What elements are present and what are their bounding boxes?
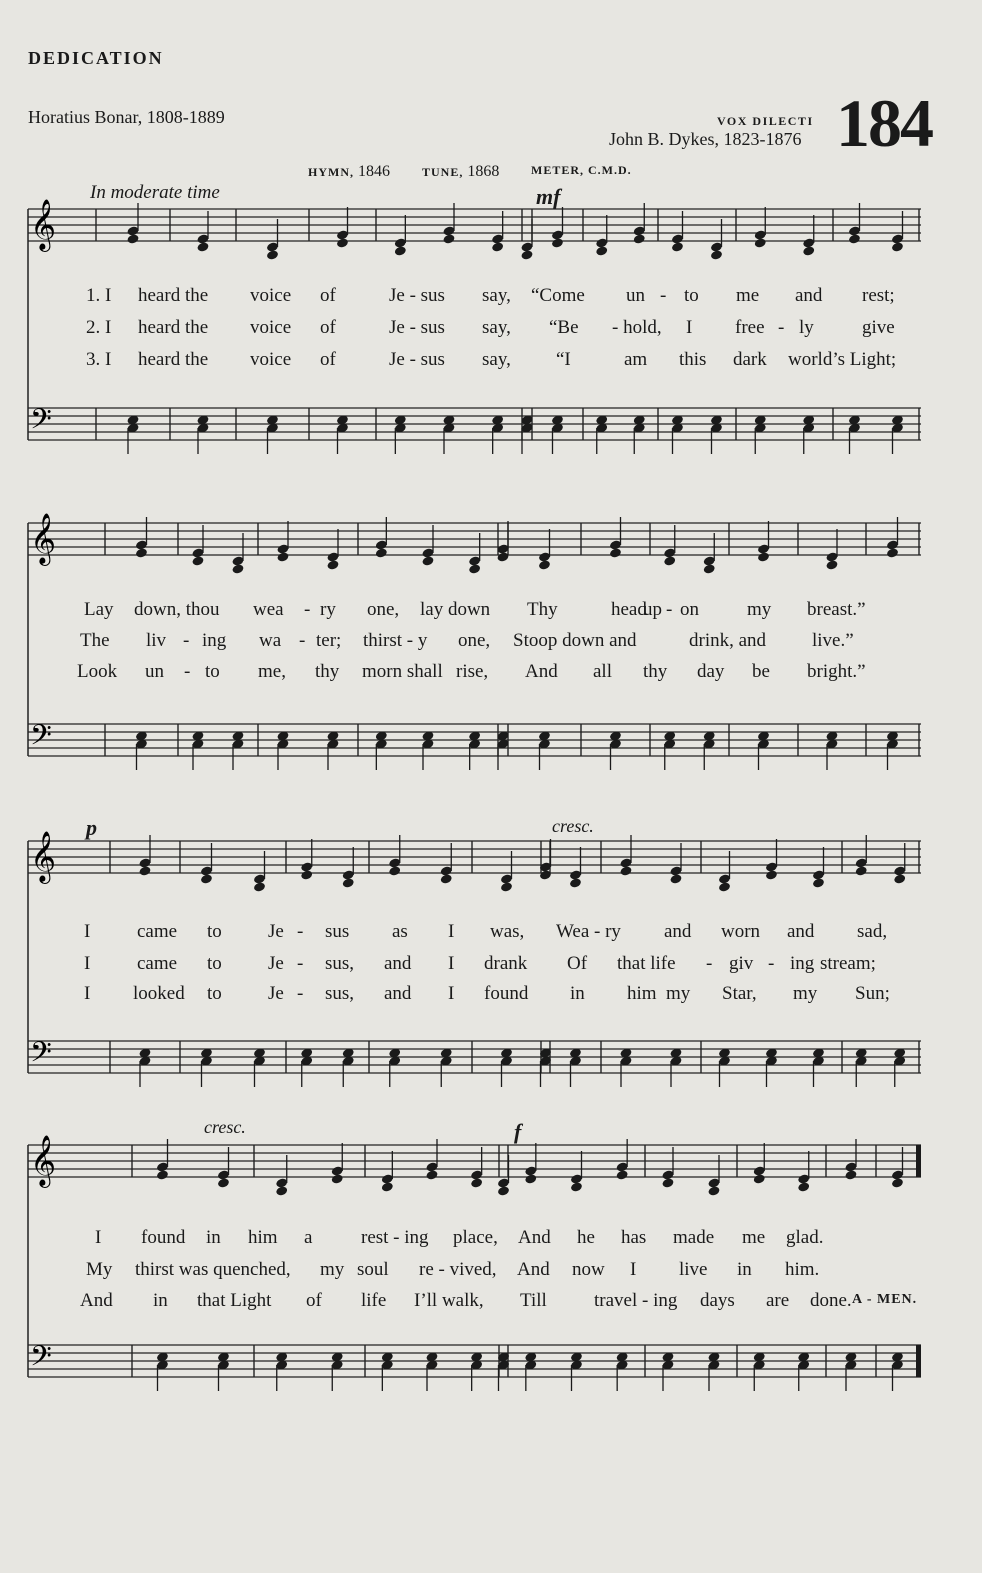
- notehead: [754, 237, 767, 248]
- lyric-syllable: him.: [785, 1259, 820, 1280]
- lyric-syllable: say,: [482, 317, 511, 338]
- lyric-syllable: world’s Light;: [788, 349, 897, 370]
- bass-clef-icon: 𝄢: [30, 403, 52, 443]
- lyric-syllable: in: [206, 1227, 221, 1248]
- lyric-syllable: a: [304, 1227, 313, 1248]
- bass-clef-icon: 𝄢: [30, 1340, 52, 1380]
- notehead: [388, 865, 401, 876]
- lyric-syllable: to: [684, 285, 699, 306]
- notehead: [375, 547, 388, 558]
- notehead: [326, 559, 339, 570]
- lyric-syllable: of: [320, 317, 336, 338]
- notehead: [609, 547, 622, 558]
- lyric-syllable: rest - ing: [361, 1227, 429, 1248]
- lyric-syllable: glad.: [786, 1227, 824, 1248]
- lyric-syllable: him: [627, 983, 657, 1004]
- lyric-syllable: was,: [490, 921, 525, 942]
- lyric-syllable: I’ll walk,: [414, 1290, 484, 1311]
- notehead: [342, 877, 355, 888]
- lyric-syllable: I: [95, 1227, 102, 1248]
- treble-clef-icon: 𝄞: [30, 1135, 57, 1186]
- lyric-syllable: my: [793, 983, 818, 1004]
- notehead: [276, 551, 289, 562]
- notehead: [891, 1177, 904, 1188]
- notehead: [619, 865, 632, 876]
- lyric-syllable: - hold,: [612, 317, 662, 338]
- lyric-syllable: heard the: [138, 285, 209, 306]
- lyric-syllable: voice: [250, 317, 292, 338]
- lyric-syllable: my: [320, 1259, 345, 1280]
- notehead: [663, 555, 676, 566]
- tune-name: VOX DILECTI: [717, 114, 814, 128]
- notehead: [569, 877, 582, 888]
- notehead: [217, 1177, 230, 1188]
- lyric-syllable: rise,: [456, 661, 489, 682]
- lyric-syllable: on: [680, 599, 699, 620]
- lyric-syllable: now: [572, 1259, 605, 1280]
- lyric-syllable: I: [630, 1259, 637, 1280]
- notehead: [710, 249, 723, 260]
- notehead: [538, 559, 551, 570]
- lyric-syllable: live: [679, 1259, 708, 1280]
- lyric-syllable: I: [84, 953, 91, 974]
- lyric-syllable: 2. I: [86, 317, 112, 338]
- lyric-syllable: And: [518, 1227, 551, 1248]
- lyric-syllable: and: [664, 921, 692, 942]
- lyric-syllable: day: [697, 661, 725, 682]
- notehead: [442, 233, 455, 244]
- notehead: [196, 241, 209, 252]
- lyric-syllable: 1. I: [86, 285, 112, 306]
- notehead: [802, 245, 815, 256]
- notehead: [844, 1169, 857, 1180]
- notehead: [336, 237, 349, 248]
- treble-clef-icon: 𝄞: [30, 831, 57, 882]
- lyric-syllable: I: [84, 921, 91, 942]
- lyric-syllable: place,: [453, 1227, 498, 1248]
- lyric-syllable: I: [448, 921, 455, 942]
- notehead: [661, 1177, 674, 1188]
- lyric-syllable: him: [248, 1227, 278, 1248]
- notehead: [765, 869, 778, 880]
- amen: A - MEN.: [852, 1292, 918, 1307]
- lyric-syllable: And: [517, 1259, 550, 1280]
- notehead: [421, 555, 434, 566]
- lyric-syllable: Thy: [527, 599, 558, 620]
- lyric-syllable: sus,: [325, 953, 355, 974]
- lyric-syllable: ter;: [316, 630, 342, 651]
- lyric-syllable: of: [320, 285, 336, 306]
- lyric-syllable: -: [706, 953, 713, 974]
- lyric-syllable: life: [361, 1290, 387, 1311]
- lyric-syllable: The: [80, 630, 110, 651]
- notehead: [753, 1173, 766, 1184]
- notehead: [440, 873, 453, 884]
- lyric-syllable: me: [742, 1227, 766, 1248]
- lyric-syllable: Je: [268, 953, 284, 974]
- notehead: [669, 873, 682, 884]
- lyric-syllable: as: [392, 921, 408, 942]
- lyric-syllable: Star,: [722, 983, 757, 1004]
- notehead: [126, 233, 139, 244]
- lyric-syllable: -: [299, 630, 306, 651]
- lyric-syllable: in: [737, 1259, 752, 1280]
- lyric-syllable: of: [306, 1290, 322, 1311]
- lyric-syllable: to: [205, 661, 220, 682]
- cresc-marking-1: cresc.: [552, 816, 594, 836]
- lyric-syllable: -: [660, 285, 667, 306]
- notehead: [671, 241, 684, 252]
- lyric-syllable: and: [384, 983, 412, 1004]
- lyric-syllable: am: [624, 349, 648, 370]
- lyric-syllable: in: [153, 1290, 168, 1311]
- meta-meter: METER, C.M.D.: [531, 163, 632, 177]
- lyric-syllable: live.”: [812, 630, 854, 651]
- meta-tune-label: TUNE,: [422, 165, 464, 179]
- lyric-syllable: I: [448, 983, 455, 1004]
- notehead: [703, 563, 716, 574]
- notehead: [300, 869, 313, 880]
- lyric-syllable: thy: [315, 661, 340, 682]
- composer-credit: John B. Dykes, 1823-1876: [609, 129, 802, 149]
- lyric-syllable: sus: [325, 921, 350, 942]
- lyric-syllable: -: [297, 983, 304, 1004]
- lyric-syllable: came: [137, 953, 178, 974]
- lyric-syllable: -: [778, 317, 785, 338]
- notehead: [891, 241, 904, 252]
- notehead: [470, 1177, 483, 1188]
- lyric-syllable: say,: [482, 349, 511, 370]
- notehead: [757, 551, 770, 562]
- lyric-syllable: And: [525, 661, 558, 682]
- notehead: [570, 1181, 583, 1192]
- lyric-syllable: Lay: [84, 599, 114, 620]
- notehead: [468, 563, 481, 574]
- notehead: [616, 1169, 629, 1180]
- lyric-syllable: one,: [458, 630, 491, 651]
- lyric-syllable: -: [666, 599, 673, 620]
- notehead: [497, 1185, 510, 1196]
- notehead: [381, 1181, 394, 1192]
- lyric-syllable: up: [643, 599, 662, 620]
- lyric-syllable: Je: [268, 983, 284, 1004]
- notehead: [633, 233, 646, 244]
- notehead: [394, 245, 407, 256]
- lyric-syllable: and: [795, 285, 823, 306]
- notehead: [797, 1181, 810, 1192]
- meta-hymn-label: HYMN,: [308, 165, 354, 179]
- lyric-syllable: to: [207, 921, 222, 942]
- lyric-syllable: drink, and: [689, 630, 767, 651]
- lyric-syllable: in: [570, 983, 585, 1004]
- notehead: [331, 1173, 344, 1184]
- lyric-syllable: drank: [484, 953, 528, 974]
- tempo-marking: In moderate time: [90, 182, 220, 203]
- lyric-syllable: heard the: [138, 317, 209, 338]
- notehead: [200, 873, 213, 884]
- lyric-syllable: looked: [133, 983, 185, 1004]
- notehead: [825, 559, 838, 570]
- lyric-syllable: be: [752, 661, 770, 682]
- lyric-syllable: thirst was quenched,: [135, 1259, 291, 1280]
- lyric-syllable: Look: [77, 661, 118, 682]
- final-barline: [916, 1345, 921, 1377]
- notehead: [191, 555, 204, 566]
- cresc-marking-2: cresc.: [204, 1117, 246, 1137]
- lyric-syllable: un: [626, 285, 645, 306]
- lyric-syllable: one,: [367, 599, 400, 620]
- notehead: [718, 881, 731, 892]
- lyric-syllable: Je: [268, 921, 284, 942]
- notehead: [231, 563, 244, 574]
- notehead: [595, 245, 608, 256]
- notehead: [886, 547, 899, 558]
- lyric-syllable: heard the: [138, 349, 209, 370]
- lyric-syllable: Je - sus: [389, 317, 445, 338]
- lyric-syllable: ing: [790, 953, 815, 974]
- notehead: [551, 237, 564, 248]
- lyric-syllable: bright.”: [807, 661, 866, 682]
- dynamic-p: p: [86, 815, 97, 840]
- lyric-syllable: this: [679, 349, 707, 370]
- lyric-syllable: 3. I: [86, 349, 112, 370]
- meta-hymn-year: 1846: [358, 163, 390, 180]
- section-title: DEDICATION: [28, 48, 164, 68]
- lyric-syllable: done.: [810, 1290, 852, 1311]
- lyric-syllable: Je - sus: [389, 349, 445, 370]
- lyric-syllable: thy: [643, 661, 668, 682]
- lyric-syllable: me: [736, 285, 760, 306]
- lyric-syllable: ry: [320, 599, 336, 620]
- lyric-syllable: -: [184, 661, 191, 682]
- notehead: [156, 1169, 169, 1180]
- lyric-syllable: and: [787, 921, 815, 942]
- lyric-syllable: un: [145, 661, 164, 682]
- lyric-syllable: my: [666, 983, 691, 1004]
- lyric-syllable: wea: [253, 599, 284, 620]
- lyric-syllable: voice: [250, 349, 292, 370]
- lyric-syllable: me,: [258, 661, 286, 682]
- lyric-syllable: voice: [250, 285, 292, 306]
- lyric-syllable: -: [304, 599, 311, 620]
- notehead: [275, 1185, 288, 1196]
- lyric-syllable: “Be: [549, 317, 579, 338]
- lyric-syllable: thirst - y: [363, 630, 428, 651]
- notehead: [848, 233, 861, 244]
- lyric-syllable: to: [207, 953, 222, 974]
- dynamic-f: f: [514, 1119, 522, 1144]
- notehead: [707, 1185, 720, 1196]
- lyric-syllable: -: [297, 953, 304, 974]
- lyric-syllable: all: [593, 661, 612, 682]
- lyric-syllable: days: [700, 1290, 735, 1311]
- notehead: [893, 873, 906, 884]
- notehead: [135, 547, 148, 558]
- lyric-syllable: Je - sus: [389, 285, 445, 306]
- lyric-syllable: made: [673, 1227, 715, 1248]
- lyric-syllable: -: [297, 921, 304, 942]
- lyric-syllable: re - vived,: [419, 1259, 497, 1280]
- notehead: [500, 881, 513, 892]
- lyric-syllable: dark: [733, 349, 767, 370]
- lyric-syllable: wa: [259, 630, 282, 651]
- lyric-syllable: has: [621, 1227, 647, 1248]
- lyric-syllable: “Come: [531, 285, 585, 306]
- lyric-syllable: of: [320, 349, 336, 370]
- lyric-syllable: I: [448, 953, 455, 974]
- notehead: [524, 1173, 537, 1184]
- lyric-syllable: stream;: [820, 953, 876, 974]
- lyric-syllable: And: [80, 1290, 113, 1311]
- notehead: [855, 865, 868, 876]
- notehead: [812, 877, 825, 888]
- dynamic-mf: mf: [536, 184, 561, 209]
- lyric-syllable: lay down: [420, 599, 491, 620]
- lyric-syllable: giv: [729, 953, 754, 974]
- lyric-syllable: breast.”: [807, 599, 866, 620]
- lyric-syllable: he: [577, 1227, 595, 1248]
- lyric-syllable: Stoop down and: [513, 630, 637, 651]
- lyric-syllable: free: [735, 317, 765, 338]
- lyric-syllable: found: [484, 983, 529, 1004]
- lyric-syllable: down, thou: [134, 599, 220, 620]
- lyric-syllable: Of: [567, 953, 588, 974]
- lyric-syllable: head: [611, 599, 647, 620]
- lyric-syllable: ly: [799, 317, 814, 338]
- lyric-syllable: came: [137, 921, 178, 942]
- notehead: [425, 1169, 438, 1180]
- lyric-syllable: worn: [721, 921, 761, 942]
- notehead: [266, 249, 279, 260]
- lyric-syllable: -: [768, 953, 775, 974]
- notehead: [520, 249, 533, 260]
- notehead: [138, 865, 151, 876]
- lyric-syllable: travel - ing: [594, 1290, 678, 1311]
- lyric-syllable: Wea - ry: [556, 921, 621, 942]
- lyric-syllable: Sun;: [855, 983, 890, 1004]
- meta-tune-year: 1868: [467, 163, 500, 180]
- lyric-syllable: that life: [617, 953, 676, 974]
- lyric-syllable: give: [862, 317, 895, 338]
- notehead: [253, 881, 266, 892]
- bass-clef-icon: 𝄢: [30, 1036, 52, 1076]
- lyric-syllable: ing: [202, 630, 227, 651]
- lyric-syllable: “I: [556, 349, 571, 370]
- lyric-syllable: rest;: [862, 285, 895, 306]
- hymn-number: 184: [836, 85, 932, 161]
- lyric-syllable: Till: [520, 1290, 547, 1311]
- lyric-syllable: liv: [146, 630, 167, 651]
- notehead: [491, 241, 504, 252]
- lyric-syllable: I: [686, 317, 693, 338]
- author-credit: Horatius Bonar, 1808-1889: [28, 107, 225, 127]
- lyric-syllable: and: [384, 953, 412, 974]
- lyric-syllable: to: [207, 983, 222, 1004]
- treble-clef-icon: 𝄞: [30, 513, 57, 564]
- lyric-syllable: sad,: [857, 921, 888, 942]
- lyric-syllable: that Light: [197, 1290, 272, 1311]
- lyric-syllable: my: [747, 599, 772, 620]
- lyric-syllable: say,: [482, 285, 511, 306]
- lyric-syllable: My: [86, 1259, 113, 1280]
- lyric-syllable: found: [141, 1227, 186, 1248]
- treble-clef-icon: 𝄞: [30, 199, 57, 250]
- lyric-syllable: -: [183, 630, 190, 651]
- lyric-syllable: I: [84, 983, 91, 1004]
- final-barline: [916, 1145, 921, 1177]
- lyric-syllable: morn shall: [362, 661, 443, 682]
- lyric-syllable: soul: [357, 1259, 389, 1280]
- bass-clef-icon: 𝄢: [30, 719, 52, 759]
- lyric-syllable: sus,: [325, 983, 355, 1004]
- lyric-syllable: are: [766, 1290, 790, 1311]
